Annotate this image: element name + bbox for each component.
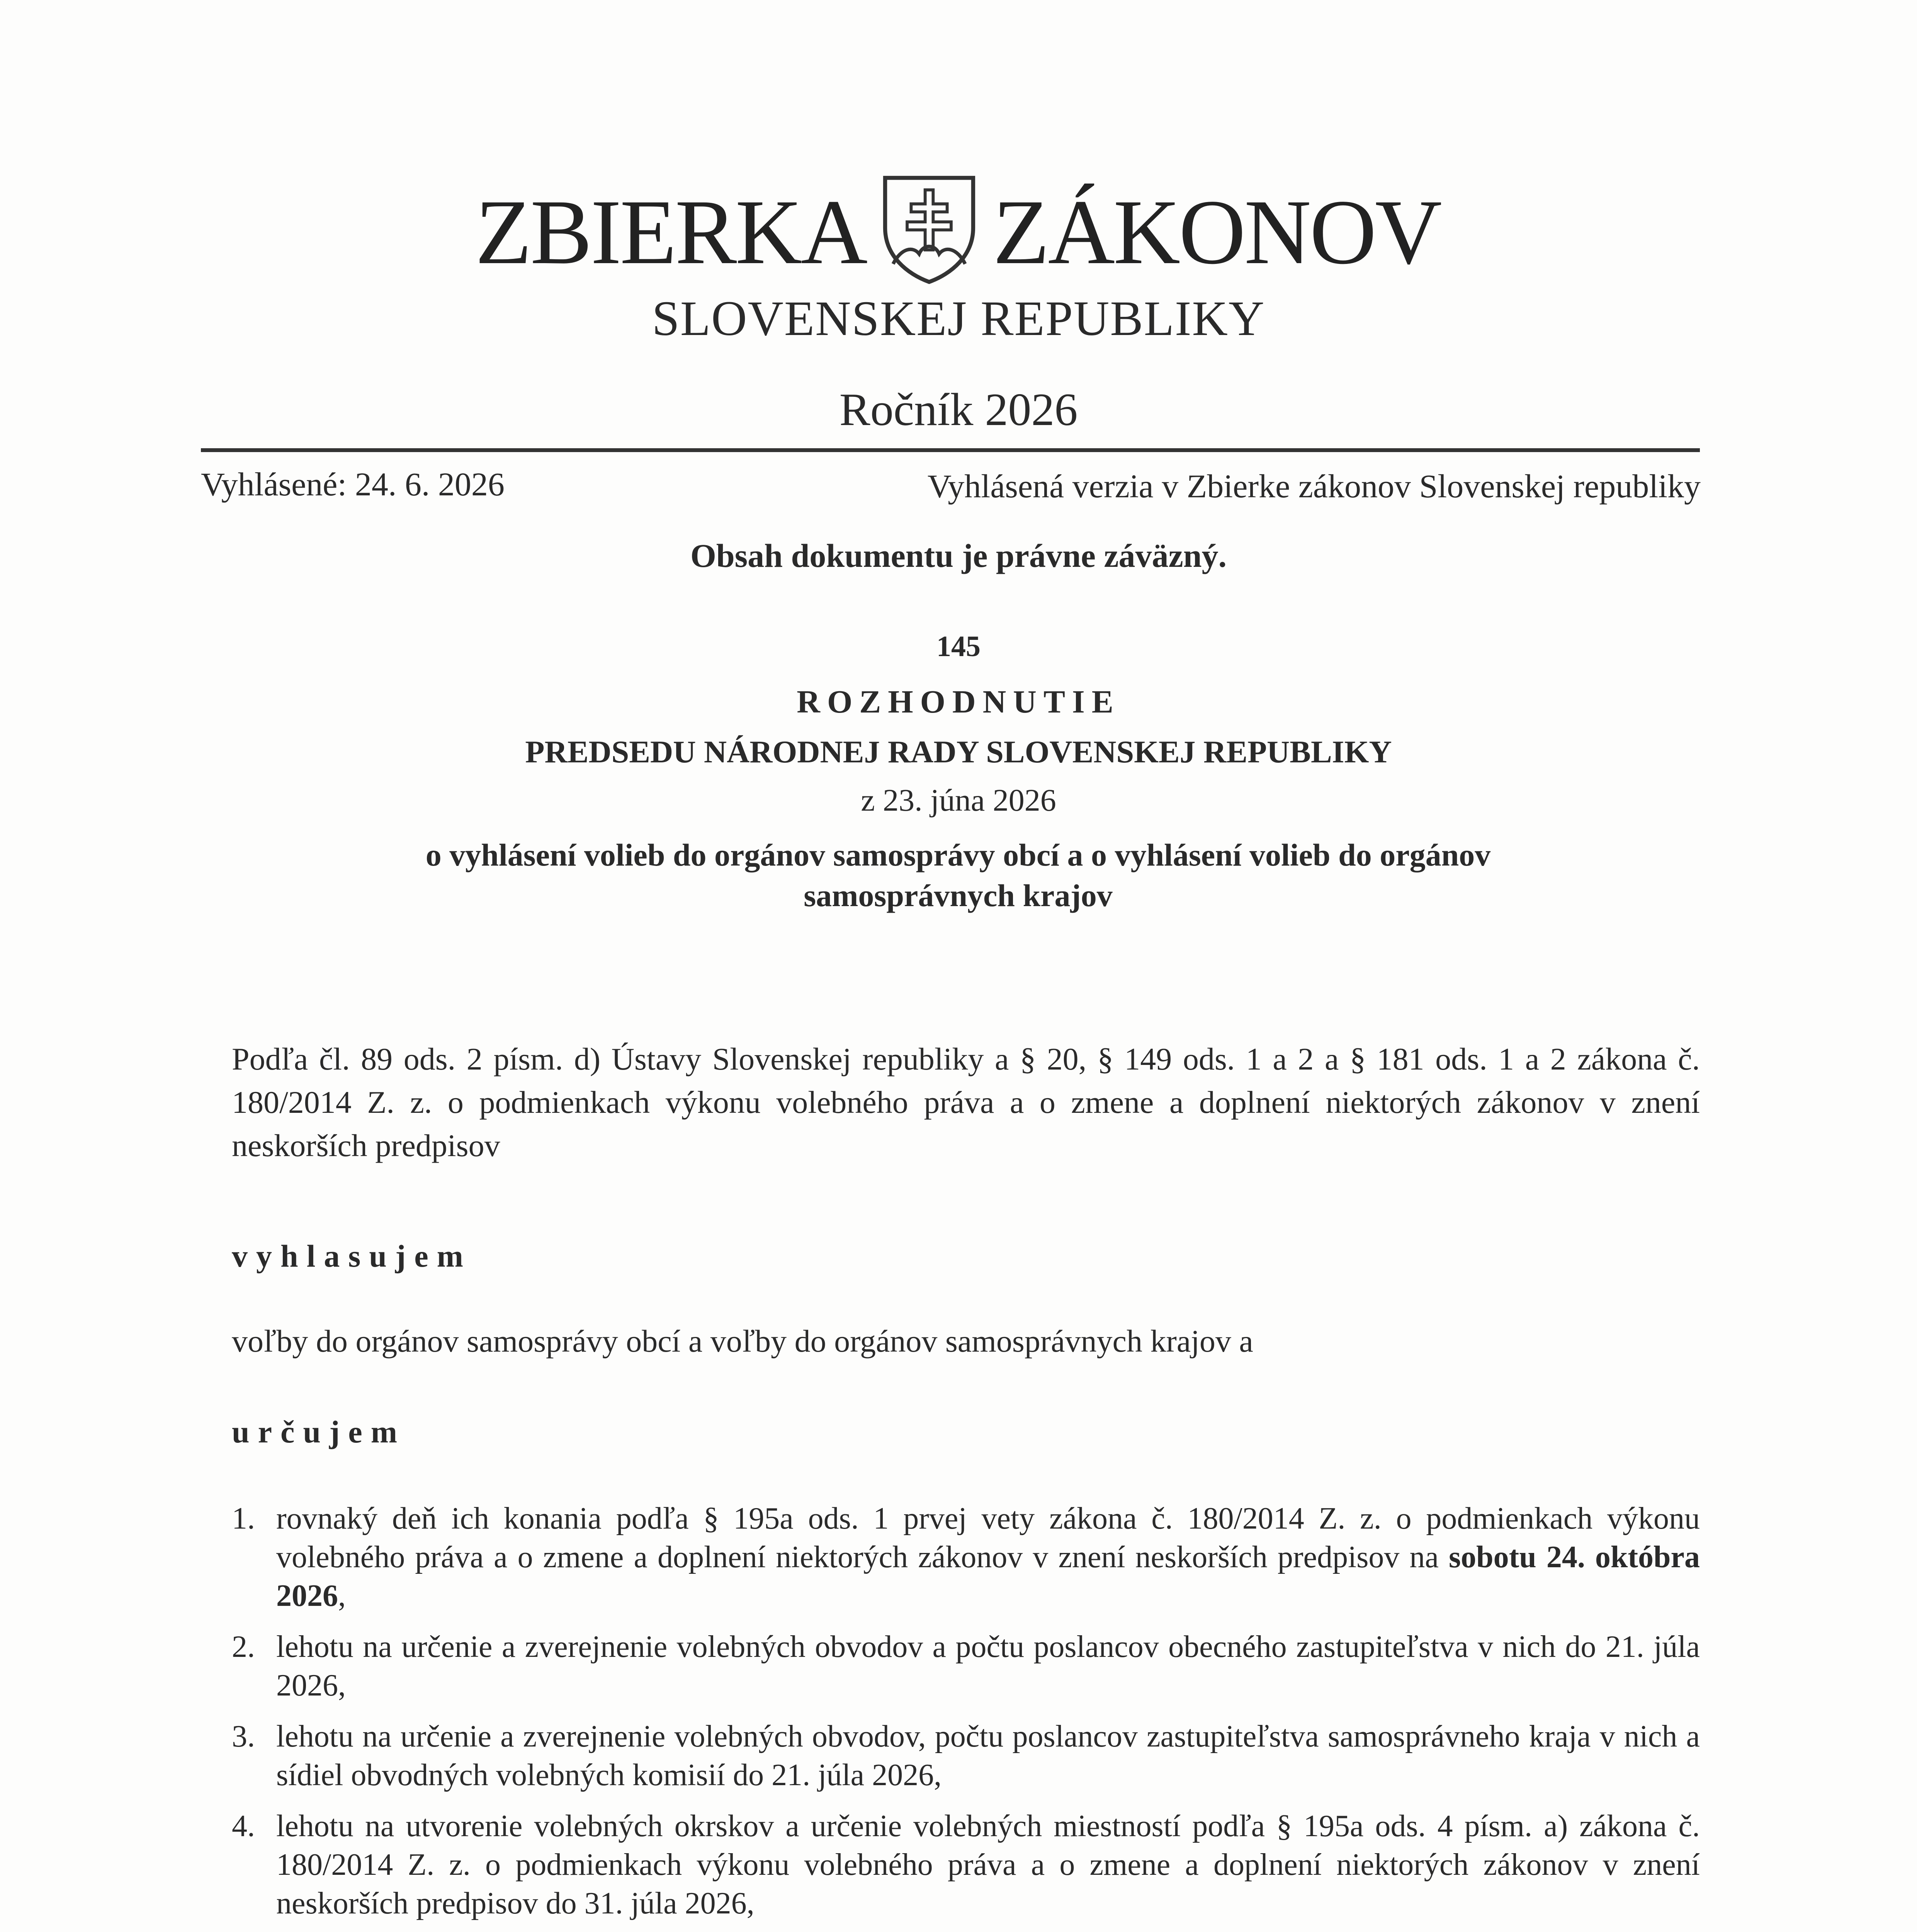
list-item [232, 1628, 1700, 1705]
masthead [0, 170, 1917, 294]
determination-list [232, 1499, 1700, 1932]
act-number: 145 [936, 630, 981, 663]
announcement-date: Vyhlásené: 24. 6. 2026 [201, 466, 505, 503]
list-item-number: 3. [232, 1719, 255, 1753]
binding-note: Obsah dokumentu je právne záväzný. [690, 537, 1227, 574]
determine-heading: určujem [232, 1414, 406, 1449]
version-note: Vyhlásená verzia v Zbierke zákonov Slovenskej republiky [927, 468, 1701, 505]
list-item-text: rovnaký deň ich konania podľa § 195a ods. 1 prvej vety zákona č. 180/2014 Z. z. o podmienkach výkonu volebného práva a o zmene a doplnení niektorých zákonov v znení neskorších predpisov na [276, 1502, 1700, 1574]
declare-text: voľby do orgánov samosprávy obcí a voľby do orgánov samosprávnych krajov a [232, 1323, 1253, 1359]
preamble-paragraph: Podľa čl. 89 ods. 2 písm. d) Ústavy Slovenskej republiky a § 20, § 149 ods. 1 a 2 a § 181 ods. 1 a 2 zákona č. 180/2014 Z. z. o podmienkach výkonu volebného práva a o zmene a doplnení niektorých zákonov v znení neskorších predpisov [232, 1041, 1700, 1163]
list-item [232, 1807, 1700, 1923]
list-item-emphasis: sobotu 24. októbra 2026 [276, 1540, 1700, 1613]
list-item [232, 1499, 1700, 1615]
masthead-title-left: ZBIERKA [475, 180, 866, 283]
list-item-text: lehotu na určenie a zverejnenie volebných obvodov a počtu poslancov obecného zastupiteľstva v nich do 21. júla 2026, [276, 1630, 1700, 1702]
header-rule [201, 448, 1700, 452]
act-issuer: PREDSEDU NÁRODNEJ RADY SLOVENSKEJ REPUBLIKY [525, 734, 1392, 769]
masthead-subtitle: SLOVENSKEJ REPUBLIKY [652, 291, 1265, 346]
list-item-number: 2. [232, 1630, 255, 1664]
act-date: z 23. júna 2026 [861, 782, 1056, 818]
coat-of-arms-icon [879, 174, 979, 286]
list-item-number: 1. [232, 1502, 255, 1536]
act-subject: o vyhlásení volieb do orgánov samosprávy obcí a o vyhlásení volieb do orgánov samosprávnych krajov [425, 837, 1491, 913]
list-item-number: 4. [232, 1809, 255, 1843]
volume-year: Ročník 2026 [839, 384, 1078, 435]
list-item-text: lehotu na určenie a zverejnenie volebných obvodov, počtu poslancov zastupiteľstva samosprávneho kraja v nich a sídiel obvodných volebných komisií do 21. júla 2026, [276, 1719, 1700, 1792]
masthead-title-right: ZÁKONOV [993, 180, 1441, 283]
list-item-tail: , [338, 1579, 346, 1613]
declare-heading: vyhlasujem [232, 1238, 472, 1274]
list-item [232, 1717, 1700, 1794]
act-type: ROZHODNUTIE [797, 684, 1120, 720]
list-item-text: lehotu na utvorenie volebných okrskov a určenie volebných miestností podľa § 195a ods. 4 písm. a) zákona č. 180/2014 Z. z. o podmienkach výkonu volebného práva a o zmene a doplnení niektorých zákonov v znení neskorších predpisov do 31. júla 2026, [276, 1809, 1700, 1920]
